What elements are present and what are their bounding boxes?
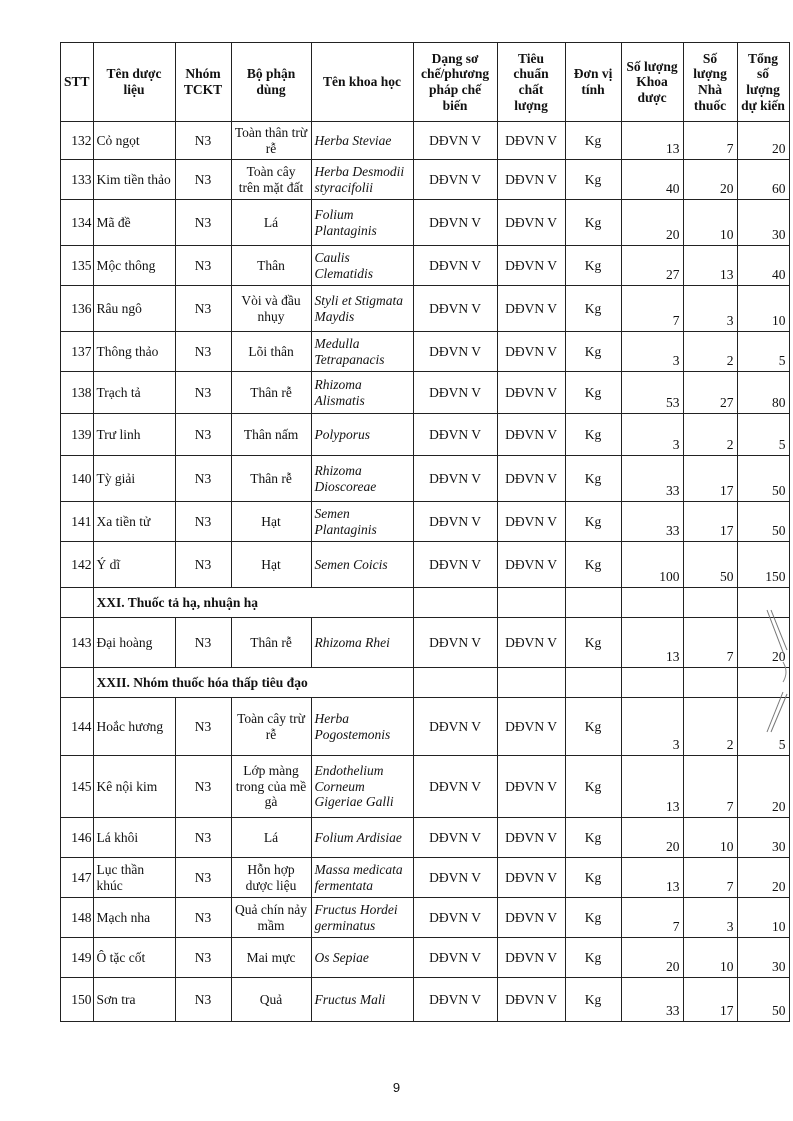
cell-total: 20 bbox=[737, 618, 789, 668]
cell-unit: Kg bbox=[565, 618, 621, 668]
table-row bbox=[61, 542, 790, 588]
cell-standard: DĐVN V bbox=[497, 286, 565, 332]
cell-group: N3 bbox=[175, 332, 231, 372]
cell-name: Ý dĩ bbox=[93, 542, 175, 588]
cell-group: N3 bbox=[175, 818, 231, 858]
cell-total: 30 bbox=[737, 938, 789, 978]
cell-scientific: Herba Pogostemonis bbox=[311, 698, 413, 756]
page-number: 9 bbox=[392, 1080, 401, 1095]
cell-total: 80 bbox=[737, 372, 789, 414]
cell-empty bbox=[413, 668, 497, 698]
cell-unit: Kg bbox=[565, 858, 621, 898]
cell-stt: 135 bbox=[61, 246, 94, 286]
cell-part: Toàn cây trừ rễ bbox=[231, 698, 311, 756]
header-group: Nhóm TCKT bbox=[175, 43, 231, 122]
cell-unit: Kg bbox=[565, 502, 621, 542]
cell-qty-nha: 50 bbox=[683, 542, 737, 588]
cell-form: DĐVN V bbox=[413, 698, 497, 756]
table-row bbox=[61, 938, 790, 978]
cell-scientific: Polyporus bbox=[311, 414, 413, 456]
cell-part: Hạt bbox=[231, 542, 311, 588]
cell-qty-khoa: 3 bbox=[621, 414, 683, 456]
cell-stt: 150 bbox=[61, 978, 94, 1022]
cell-unit: Kg bbox=[565, 818, 621, 858]
cell-part: Lõi thân bbox=[231, 332, 311, 372]
cell-total: 10 bbox=[737, 286, 789, 332]
cell-group: N3 bbox=[175, 160, 231, 200]
cell-part: Lá bbox=[231, 200, 311, 246]
cell-total: 5 bbox=[737, 332, 789, 372]
cell-qty-khoa: 33 bbox=[621, 978, 683, 1022]
cell-name: Trạch tả bbox=[93, 372, 175, 414]
cell-part: Vòi và đầu nhụy bbox=[231, 286, 311, 332]
cell-part: Lớp màng trong của mề gà bbox=[231, 756, 311, 818]
table-row bbox=[61, 898, 790, 938]
cell-scientific: Fructus Hordei germinatus bbox=[311, 898, 413, 938]
cell-total: 50 bbox=[737, 978, 789, 1022]
cell-qty-khoa: 20 bbox=[621, 818, 683, 858]
cell-stt: 144 bbox=[61, 698, 94, 756]
cell-scientific: Folium Ardisiae bbox=[311, 818, 413, 858]
cell-part: Quả bbox=[231, 978, 311, 1022]
cell-stt: 145 bbox=[61, 756, 94, 818]
table-row bbox=[61, 978, 790, 1022]
cell-form: DĐVN V bbox=[413, 332, 497, 372]
cell-stt: 141 bbox=[61, 502, 94, 542]
cell-empty bbox=[61, 668, 94, 698]
cell-qty-nha: 3 bbox=[683, 286, 737, 332]
cell-part: Toàn thân trừ rễ bbox=[231, 122, 311, 160]
cell-group: N3 bbox=[175, 618, 231, 668]
cell-group: N3 bbox=[175, 898, 231, 938]
table-row bbox=[61, 618, 790, 668]
cell-total: 50 bbox=[737, 456, 789, 502]
cell-part: Hạt bbox=[231, 502, 311, 542]
cell-qty-khoa: 7 bbox=[621, 898, 683, 938]
cell-total: 20 bbox=[737, 756, 789, 818]
cell-qty-khoa: 3 bbox=[621, 698, 683, 756]
cell-qty-khoa: 33 bbox=[621, 456, 683, 502]
cell-scientific: Medulla Tetrapanacis bbox=[311, 332, 413, 372]
cell-form: DĐVN V bbox=[413, 502, 497, 542]
cell-total: 20 bbox=[737, 858, 789, 898]
cell-qty-nha: 17 bbox=[683, 978, 737, 1022]
cell-qty-khoa: 20 bbox=[621, 938, 683, 978]
cell-qty-khoa: 3 bbox=[621, 332, 683, 372]
cell-unit: Kg bbox=[565, 160, 621, 200]
section-title: XXII. Nhóm thuốc hóa thấp tiêu đạo bbox=[93, 668, 413, 698]
cell-qty-nha: 10 bbox=[683, 200, 737, 246]
cell-stt: 133 bbox=[61, 160, 94, 200]
cell-qty-nha: 2 bbox=[683, 414, 737, 456]
cell-qty-nha: 17 bbox=[683, 456, 737, 502]
cell-stt: 146 bbox=[61, 818, 94, 858]
cell-name: Đại hoàng bbox=[93, 618, 175, 668]
cell-qty-khoa: 100 bbox=[621, 542, 683, 588]
table-row bbox=[61, 122, 790, 160]
table-row bbox=[61, 414, 790, 456]
cell-stt: 147 bbox=[61, 858, 94, 898]
herbal-materials-table bbox=[60, 42, 790, 1022]
cell-standard: DĐVN V bbox=[497, 978, 565, 1022]
cell-unit: Kg bbox=[565, 414, 621, 456]
cell-form: DĐVN V bbox=[413, 414, 497, 456]
cell-standard: DĐVN V bbox=[497, 160, 565, 200]
cell-standard: DĐVN V bbox=[497, 414, 565, 456]
cell-scientific: Styli et Stigmata Maydis bbox=[311, 286, 413, 332]
cell-empty bbox=[683, 588, 737, 618]
cell-stt: 138 bbox=[61, 372, 94, 414]
header-stt: STT bbox=[61, 43, 94, 122]
table-row bbox=[61, 332, 790, 372]
table-header-row bbox=[61, 43, 790, 122]
header-total: Tổng số lượng dự kiến bbox=[737, 43, 789, 122]
cell-qty-nha: 13 bbox=[683, 246, 737, 286]
cell-name: Sơn tra bbox=[93, 978, 175, 1022]
cell-total: 30 bbox=[737, 818, 789, 858]
cell-group: N3 bbox=[175, 246, 231, 286]
table-row bbox=[61, 286, 790, 332]
cell-qty-khoa: 53 bbox=[621, 372, 683, 414]
cell-part: Hỗn hợp dược liệu bbox=[231, 858, 311, 898]
cell-stt: 132 bbox=[61, 122, 94, 160]
table-row bbox=[61, 246, 790, 286]
cell-part: Quả chín nảy mầm bbox=[231, 898, 311, 938]
cell-standard: DĐVN V bbox=[497, 122, 565, 160]
table-row bbox=[61, 858, 790, 898]
cell-group: N3 bbox=[175, 200, 231, 246]
cell-part: Thân rễ bbox=[231, 618, 311, 668]
cell-form: DĐVN V bbox=[413, 858, 497, 898]
cell-empty bbox=[497, 668, 565, 698]
cell-form: DĐVN V bbox=[413, 898, 497, 938]
cell-form: DĐVN V bbox=[413, 456, 497, 502]
cell-qty-nha: 20 bbox=[683, 160, 737, 200]
cell-name: Tỳ giải bbox=[93, 456, 175, 502]
cell-scientific: Rhizoma Rhei bbox=[311, 618, 413, 668]
cell-qty-nha: 7 bbox=[683, 858, 737, 898]
cell-standard: DĐVN V bbox=[497, 938, 565, 978]
cell-total: 60 bbox=[737, 160, 789, 200]
table-row bbox=[61, 756, 790, 818]
cell-qty-khoa: 40 bbox=[621, 160, 683, 200]
cell-group: N3 bbox=[175, 122, 231, 160]
cell-empty bbox=[565, 668, 621, 698]
cell-unit: Kg bbox=[565, 542, 621, 588]
cell-empty bbox=[621, 588, 683, 618]
header-qty-khoa: Số lượng Khoa dược bbox=[621, 43, 683, 122]
cell-qty-khoa: 33 bbox=[621, 502, 683, 542]
cell-stt: 149 bbox=[61, 938, 94, 978]
cell-stt: 142 bbox=[61, 542, 94, 588]
cell-scientific: Folium Plantaginis bbox=[311, 200, 413, 246]
cell-group: N3 bbox=[175, 978, 231, 1022]
cell-standard: DĐVN V bbox=[497, 372, 565, 414]
cell-part: Toàn cây trên mặt đất bbox=[231, 160, 311, 200]
cell-form: DĐVN V bbox=[413, 200, 497, 246]
cell-qty-khoa: 13 bbox=[621, 756, 683, 818]
cell-total: 10 bbox=[737, 898, 789, 938]
cell-stt: 140 bbox=[61, 456, 94, 502]
header-standard: Tiêu chuẩn chất lượng bbox=[497, 43, 565, 122]
cell-empty bbox=[683, 668, 737, 698]
cell-unit: Kg bbox=[565, 756, 621, 818]
cell-scientific: Massa medicata fermentata bbox=[311, 858, 413, 898]
cell-form: DĐVN V bbox=[413, 818, 497, 858]
cell-scientific: Rhizoma Dioscoreae bbox=[311, 456, 413, 502]
cell-scientific: Caulis Clematidis bbox=[311, 246, 413, 286]
cell-part: Lá bbox=[231, 818, 311, 858]
binding-mark-icon bbox=[763, 606, 789, 736]
cell-scientific: Herba Desmodii styracifolii bbox=[311, 160, 413, 200]
cell-standard: DĐVN V bbox=[497, 618, 565, 668]
cell-scientific: Endothelium Corneum Gigeriae Galli bbox=[311, 756, 413, 818]
cell-standard: DĐVN V bbox=[497, 456, 565, 502]
cell-empty bbox=[413, 588, 497, 618]
table-body bbox=[61, 122, 790, 1022]
cell-standard: DĐVN V bbox=[497, 898, 565, 938]
table-row bbox=[61, 502, 790, 542]
cell-qty-nha: 17 bbox=[683, 502, 737, 542]
cell-scientific: Os Sepiae bbox=[311, 938, 413, 978]
table-row bbox=[61, 818, 790, 858]
cell-scientific: Rhizoma Alismatis bbox=[311, 372, 413, 414]
cell-group: N3 bbox=[175, 756, 231, 818]
cell-total: 20 bbox=[737, 122, 789, 160]
cell-scientific: Semen Coicis bbox=[311, 542, 413, 588]
cell-name: Thông thảo bbox=[93, 332, 175, 372]
document-sheet bbox=[60, 42, 790, 1022]
cell-standard: DĐVN V bbox=[497, 200, 565, 246]
cell-group: N3 bbox=[175, 502, 231, 542]
cell-unit: Kg bbox=[565, 372, 621, 414]
cell-group: N3 bbox=[175, 372, 231, 414]
section-row bbox=[61, 668, 790, 698]
cell-part: Thân rễ bbox=[231, 372, 311, 414]
table-row bbox=[61, 456, 790, 502]
cell-stt: 136 bbox=[61, 286, 94, 332]
cell-form: DĐVN V bbox=[413, 372, 497, 414]
cell-form: DĐVN V bbox=[413, 542, 497, 588]
cell-group: N3 bbox=[175, 858, 231, 898]
cell-qty-khoa: 20 bbox=[621, 200, 683, 246]
table-row bbox=[61, 698, 790, 756]
cell-name: Trư linh bbox=[93, 414, 175, 456]
cell-unit: Kg bbox=[565, 978, 621, 1022]
cell-unit: Kg bbox=[565, 122, 621, 160]
cell-group: N3 bbox=[175, 414, 231, 456]
cell-name: Lá khôi bbox=[93, 818, 175, 858]
cell-empty bbox=[61, 588, 94, 618]
cell-qty-nha: 7 bbox=[683, 618, 737, 668]
cell-part: Thân rễ bbox=[231, 456, 311, 502]
cell-qty-nha: 7 bbox=[683, 122, 737, 160]
cell-part: Thân bbox=[231, 246, 311, 286]
cell-name: Mộc thông bbox=[93, 246, 175, 286]
cell-qty-nha: 27 bbox=[683, 372, 737, 414]
cell-standard: DĐVN V bbox=[497, 818, 565, 858]
cell-form: DĐVN V bbox=[413, 938, 497, 978]
section-row bbox=[61, 588, 790, 618]
cell-form: DĐVN V bbox=[413, 122, 497, 160]
cell-qty-nha: 2 bbox=[683, 332, 737, 372]
cell-unit: Kg bbox=[565, 456, 621, 502]
cell-name: Râu ngô bbox=[93, 286, 175, 332]
cell-total: 40 bbox=[737, 246, 789, 286]
cell-name: Cỏ ngọt bbox=[93, 122, 175, 160]
cell-stt: 134 bbox=[61, 200, 94, 246]
cell-unit: Kg bbox=[565, 286, 621, 332]
cell-form: DĐVN V bbox=[413, 286, 497, 332]
cell-form: DĐVN V bbox=[413, 978, 497, 1022]
table-row bbox=[61, 372, 790, 414]
cell-name: Mã đề bbox=[93, 200, 175, 246]
cell-qty-khoa: 13 bbox=[621, 122, 683, 160]
cell-qty-nha: 7 bbox=[683, 756, 737, 818]
cell-form: DĐVN V bbox=[413, 756, 497, 818]
cell-name: Mạch nha bbox=[93, 898, 175, 938]
cell-standard: DĐVN V bbox=[497, 542, 565, 588]
cell-qty-nha: 10 bbox=[683, 818, 737, 858]
cell-stt: 137 bbox=[61, 332, 94, 372]
cell-group: N3 bbox=[175, 286, 231, 332]
cell-name: Lục thần khúc bbox=[93, 858, 175, 898]
cell-qty-nha: 10 bbox=[683, 938, 737, 978]
cell-unit: Kg bbox=[565, 200, 621, 246]
cell-name: Ô tặc cốt bbox=[93, 938, 175, 978]
cell-standard: DĐVN V bbox=[497, 756, 565, 818]
cell-qty-khoa: 13 bbox=[621, 858, 683, 898]
cell-form: DĐVN V bbox=[413, 246, 497, 286]
table-row bbox=[61, 160, 790, 200]
header-part: Bộ phận dùng bbox=[231, 43, 311, 122]
cell-form: DĐVN V bbox=[413, 618, 497, 668]
cell-standard: DĐVN V bbox=[497, 698, 565, 756]
cell-scientific: Herba Steviae bbox=[311, 122, 413, 160]
cell-group: N3 bbox=[175, 938, 231, 978]
header-name: Tên dược liệu bbox=[93, 43, 175, 122]
cell-name: Kê nội kim bbox=[93, 756, 175, 818]
cell-group: N3 bbox=[175, 456, 231, 502]
cell-scientific: Fructus Mali bbox=[311, 978, 413, 1022]
cell-total: 5 bbox=[737, 698, 789, 756]
cell-empty bbox=[565, 588, 621, 618]
cell-qty-nha: 2 bbox=[683, 698, 737, 756]
cell-stt: 148 bbox=[61, 898, 94, 938]
cell-unit: Kg bbox=[565, 938, 621, 978]
table-row bbox=[61, 200, 790, 246]
cell-unit: Kg bbox=[565, 332, 621, 372]
cell-name: Hoắc hương bbox=[93, 698, 175, 756]
cell-qty-nha: 3 bbox=[683, 898, 737, 938]
cell-qty-khoa: 7 bbox=[621, 286, 683, 332]
cell-group: N3 bbox=[175, 542, 231, 588]
cell-name: Kim tiền thảo bbox=[93, 160, 175, 200]
cell-empty bbox=[621, 668, 683, 698]
cell-standard: DĐVN V bbox=[497, 502, 565, 542]
header-qty-nha: Số lượng Nhà thuốc bbox=[683, 43, 737, 122]
cell-qty-khoa: 27 bbox=[621, 246, 683, 286]
cell-name: Xa tiền tử bbox=[93, 502, 175, 542]
cell-total: 5 bbox=[737, 414, 789, 456]
cell-stt: 143 bbox=[61, 618, 94, 668]
cell-standard: DĐVN V bbox=[497, 858, 565, 898]
section-title: XXI. Thuốc tả hạ, nhuận hạ bbox=[93, 588, 413, 618]
cell-qty-khoa: 13 bbox=[621, 618, 683, 668]
cell-part: Thân nấm bbox=[231, 414, 311, 456]
cell-scientific: Semen Plantaginis bbox=[311, 502, 413, 542]
cell-unit: Kg bbox=[565, 246, 621, 286]
cell-unit: Kg bbox=[565, 898, 621, 938]
header-form: Dạng sơ chế/phương pháp chế biến bbox=[413, 43, 497, 122]
cell-standard: DĐVN V bbox=[497, 246, 565, 286]
cell-stt: 139 bbox=[61, 414, 94, 456]
cell-part: Mai mực bbox=[231, 938, 311, 978]
cell-group: N3 bbox=[175, 698, 231, 756]
cell-total: 50 bbox=[737, 502, 789, 542]
header-unit: Đơn vị tính bbox=[565, 43, 621, 122]
cell-unit: Kg bbox=[565, 698, 621, 756]
cell-standard: DĐVN V bbox=[497, 332, 565, 372]
cell-form: DĐVN V bbox=[413, 160, 497, 200]
cell-total: 150 bbox=[737, 542, 789, 588]
cell-empty bbox=[497, 588, 565, 618]
cell-total: 30 bbox=[737, 200, 789, 246]
header-scientific: Tên khoa học bbox=[311, 43, 413, 122]
